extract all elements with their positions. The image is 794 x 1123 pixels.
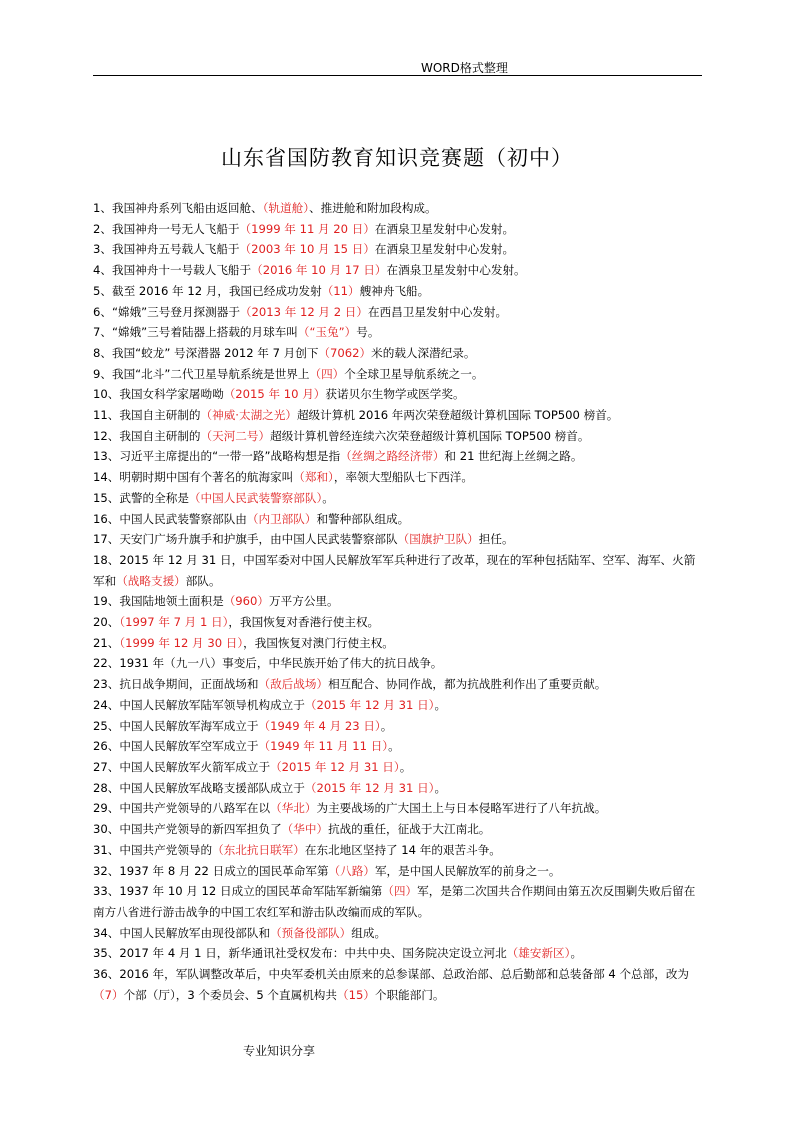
question-answer: （2003 年 10 月 15 日） (239, 242, 375, 257)
question-item (93, 964, 703, 1005)
question-answer: （960） (223, 594, 270, 609)
question-text: 8、我国“蛟龙” 号深潜器 2012 年 7 月创下 (93, 345, 319, 360)
question-text: 。 (570, 946, 583, 961)
question-answer: （1999 年 11 月 20 日） (239, 221, 375, 236)
question-text: 20、 (93, 615, 120, 630)
question-item (93, 426, 703, 447)
question-text: 和 21 世纪海上丝绸之路。 (444, 449, 583, 464)
question-text: 15、武警的全称是 (93, 490, 189, 505)
question-item (93, 198, 703, 219)
question-answer: （“玉兔”） (297, 325, 357, 340)
question-text: 相互配合、协同作战，都为抗战胜利作出了重要贡献。 (328, 677, 607, 692)
question-text: ，我国恢复对香港行使主权。 (228, 615, 380, 630)
question-text: 6、“嫦娥”三号登月探测器于 (93, 304, 240, 319)
question-answer: （2015 年 10 月） (223, 387, 326, 402)
question-answer: （国旗护卫队） (397, 532, 479, 547)
question-text: 。 (434, 780, 447, 795)
question-item (93, 239, 703, 260)
question-text: 7、“嫦娥”三号着陆器上搭载的月球车叫 (93, 325, 298, 340)
question-item (93, 798, 703, 819)
question-text: 16、中国人民武装警察部队由 (93, 511, 247, 526)
question-answer: （战略支援） (116, 573, 186, 588)
question-item (93, 302, 703, 323)
question-answer: （2015 年 12 月 31 日） (304, 697, 435, 712)
question-item (93, 343, 703, 364)
question-text: 25、中国人民解放军海军成立于 (93, 718, 259, 733)
question-answer: （7） (93, 987, 124, 1002)
question-answer: （华北） (270, 801, 317, 816)
question-item (93, 861, 703, 882)
question-answer: （15） (337, 987, 375, 1002)
question-item (93, 446, 703, 467)
question-text: 部队。 (185, 573, 221, 588)
question-item (93, 591, 703, 612)
question-text: 34、中国人民解放军由现役部队和 (93, 925, 271, 940)
question-text: 组成。 (351, 925, 387, 940)
question-answer: （八路） (328, 863, 375, 878)
question-item (93, 778, 703, 799)
question-text: 在东北地区坚持了 14 年的艰苦斗争。 (304, 842, 501, 857)
question-text: 24、中国人民解放军陆军领导机构成立于 (93, 697, 305, 712)
question-answer: （中国人民武装警察部队） (188, 490, 323, 505)
question-text: ，我国恢复对澳门行使主权。 (243, 635, 394, 650)
question-answer: （神威·太湖之光） (200, 408, 297, 423)
question-text: 18、2015 年 12 月 31 日，中国军委对中国人民解放军军兵种进行了改革，现在的军种包括陆军、空军、海军、火箭军和 (93, 552, 696, 588)
question-text: 4、我国神舟十一号载人飞船于 (93, 263, 252, 278)
question-answer: （1949 年 4 月 23 日） (258, 718, 381, 733)
question-text: 21、 (93, 635, 120, 650)
question-item (93, 943, 703, 964)
question-answer: （天河二号） (200, 428, 271, 443)
question-answer: （四） (309, 366, 345, 381)
question-text: 9、我国“北斗”二代卫星导航系统是世界上 (93, 366, 310, 381)
question-text: 军，是中国人民解放军的前身之一。 (374, 863, 561, 878)
question-text: 米的载人深潜纪录。 (371, 345, 476, 360)
question-item (93, 467, 703, 488)
question-item (93, 488, 703, 509)
question-item (93, 881, 703, 922)
page-footer: 专业知识分享 (243, 1044, 316, 1058)
question-answer: （敌后战场） (258, 677, 329, 692)
question-text: 17、天安门广场升旗手和护旗手，由中国人民武装警察部队 (93, 532, 398, 547)
question-text: ，率领大型船队七下西洋。 (333, 470, 473, 485)
question-text: 12、我国自主研制的 (93, 428, 201, 443)
question-answer: （1997 年 7 月 1 日） (119, 615, 229, 630)
question-text: 抗战的重任，征战于大江南北。 (328, 822, 491, 837)
question-text: 36、2016 年，军队调整改革后，中央军委机关由原来的总参谋部、总政治部、总后勤部和总装备部 4 个总部，改为 (93, 967, 690, 982)
question-text: 。 (380, 718, 393, 733)
question-text: 11、我国自主研制的 (93, 408, 201, 423)
question-text: 30、中国共产党领导的新四军担负了 (93, 822, 282, 837)
question-text: 个职能部门。 (374, 987, 445, 1002)
question-item (93, 633, 703, 654)
question-text: 军，是第二次国共合作期间由第五次反围剿失败后留在南方八省进行游击战争的中国工农红军和游击队改编而成的军队。 (93, 884, 696, 919)
question-answer: （2016 年 10 月 17 日） (251, 263, 387, 278)
question-answer: （华中） (281, 822, 329, 837)
question-item (93, 716, 703, 737)
question-text: 26、中国人民解放军空军成立于 (93, 739, 259, 754)
question-text: 在酒泉卫星发射中心发射。 (386, 263, 526, 278)
question-item (93, 405, 703, 426)
question-answer: （1949 年 11 月 11 日） (258, 739, 389, 754)
question-text: 3、我国神舟五号载人飞船于 (93, 242, 240, 257)
question-text: 28、中国人民解放军战略支援部队成立于 (93, 780, 305, 795)
question-item (93, 509, 703, 530)
question-item (93, 219, 703, 240)
question-text: 。 (388, 739, 400, 754)
question-list (93, 198, 703, 1005)
question-item (93, 364, 703, 385)
question-text: 35、2017 年 4 月 1 日，新华通讯社受权发布：中共中央、国务院决定设立河北 (93, 946, 507, 961)
question-item (93, 550, 703, 591)
question-text: 获诺贝尔生物学或医学奖。 (325, 387, 465, 402)
question-item (93, 384, 703, 405)
question-item (93, 281, 703, 302)
question-answer: （1999 年 12 月 30 日） (119, 635, 244, 650)
question-text: 22、1931 年（九一八）事变后，中华民族开始了伟大的抗日战争。 (93, 656, 443, 671)
question-text: 、推进舱和附加段构成。 (309, 201, 437, 215)
question-answer: （2015 年 12 月 31 日） (270, 759, 400, 774)
question-text: 31、中国共产党领导的 (93, 842, 213, 857)
question-item (93, 840, 703, 861)
question-item (93, 612, 703, 633)
question-item (93, 674, 703, 695)
question-text: 。 (399, 759, 412, 774)
question-answer: （丝绸之路经济带） (340, 449, 445, 464)
question-item (93, 923, 703, 944)
question-text: 5、截至 2016 年 12 月，我国已经成功发射 (93, 283, 322, 298)
question-text: 33、1937 年 10 月 12 日成立的国民革命军陆军新编第 (93, 884, 383, 899)
question-item (93, 695, 703, 716)
question-answer: （内卫部队） (246, 511, 317, 526)
question-text: 13、习近平主席提出的“一带一路”战略构想是指 (93, 449, 341, 464)
question-answer: （郑和） (293, 470, 334, 485)
question-text: 。 (322, 490, 334, 505)
question-text: 万平方公里。 (269, 594, 339, 609)
question-answer: （预备役部队） (270, 925, 352, 940)
question-item (93, 322, 703, 343)
question-text: 2、我国神舟一号无人飞船于 (93, 221, 240, 236)
page-header (93, 58, 702, 76)
question-text: 29、中国共产党领导的八路军在以 (93, 801, 271, 816)
question-answer: （11） (321, 283, 360, 298)
question-text: 超级计算机曾经连续六次荣登超级计算机国际 TOP500 榜首。 (270, 428, 590, 443)
question-text: 在酒泉卫星发射中心发射。 (374, 221, 515, 236)
question-text: 32、1937 年 8 月 22 日成立的国民革命军第 (93, 863, 329, 878)
question-text: 个部（厅），3 个委员会、5 个直属机构共 (123, 987, 337, 1002)
question-item (93, 260, 703, 281)
question-item (93, 736, 703, 757)
question-text: 为主要战场的广大国土上与日本侵略军进行了八年抗战。 (316, 801, 607, 816)
question-text: 27、中国人民解放军火箭军成立于 (93, 759, 271, 774)
question-text: 14、明朝时期中国有个著名的航海家叫 (93, 470, 294, 485)
question-text: 在酒泉卫星发射中心发射。 (374, 242, 515, 257)
question-text: 号。 (356, 325, 380, 340)
header-text: WORD格式整理 (421, 61, 508, 75)
question-answer: （雄安新区） (506, 946, 571, 961)
question-item (93, 653, 703, 674)
question-text: 和警种部队组成。 (316, 511, 410, 526)
question-text: 超级计算机 2016 年两次荣登超级计算机国际 TOP500 榜首。 (296, 408, 619, 423)
question-answer: （2015 年 12 月 31 日） (304, 780, 435, 795)
question-text: 1、我国神舟系列飞船由返回舱、 (93, 201, 263, 215)
question-text: 23、抗日战争期间，正面战场和 (93, 677, 259, 692)
question-item (93, 819, 703, 840)
question-item (93, 757, 703, 778)
question-text: 担任。 (478, 532, 514, 547)
question-text: 。 (434, 697, 447, 712)
page-title: 山东省国防教育知识竞赛题（初中） (221, 146, 573, 170)
question-answer: （东北抗日联军） (212, 842, 305, 857)
question-text: 在西昌卫星发射中心发射。 (367, 304, 508, 319)
question-item (93, 529, 703, 550)
question-text: 个全球卫星导航系统之一。 (344, 366, 484, 381)
question-answer: （7062） (318, 345, 372, 360)
question-text: 10、我国女科学家屠呦呦 (93, 387, 224, 402)
question-answer: （四） (382, 884, 418, 899)
question-answer: （轨道舱） (262, 201, 310, 215)
question-text: 19、我国陆地领土面积是 (93, 594, 224, 609)
question-text: 艘神舟飞船。 (359, 283, 430, 298)
question-answer: （2013 年 12 月 2 日） (239, 304, 368, 319)
